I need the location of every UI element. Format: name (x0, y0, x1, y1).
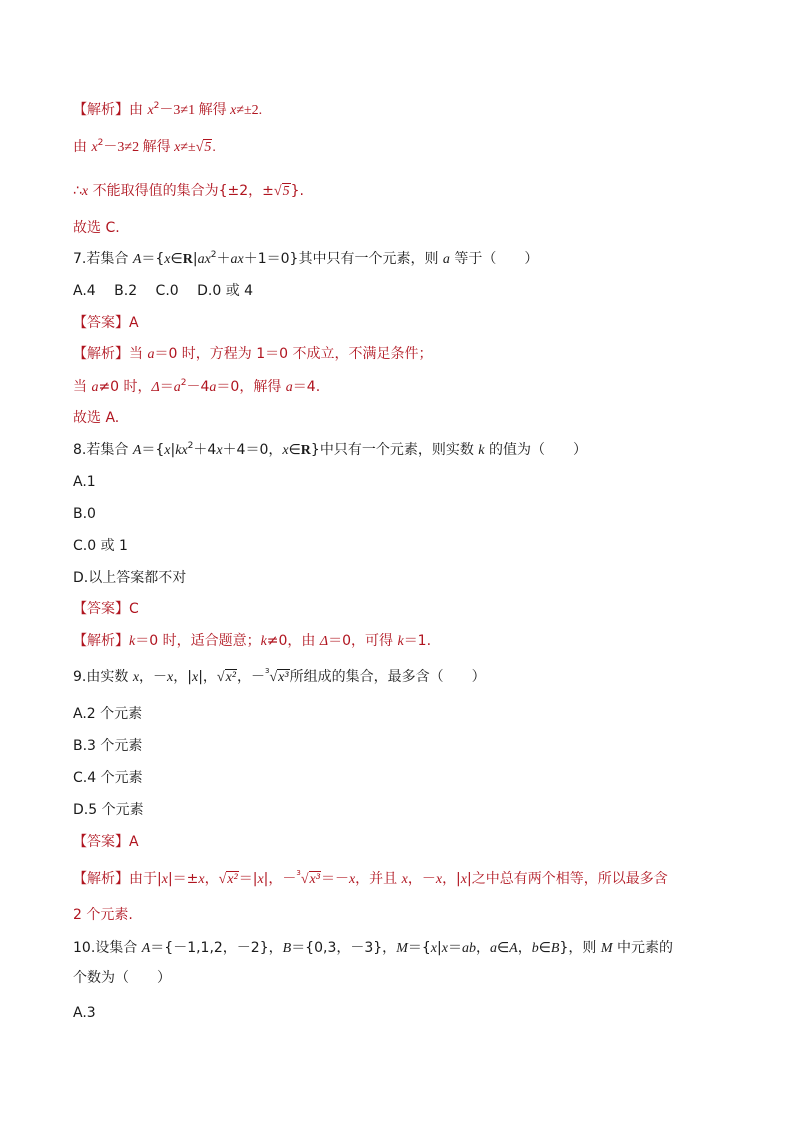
explanation-line: 【解析】由 $x^2-3\ne 1$ 解得 x≠±2. (73, 101, 263, 118)
question-10-option-a: A.3 (73, 1005, 96, 1021)
explanation-line: 由 $x^2-3\ne 2$ 解得 x≠±√5. (73, 138, 216, 155)
answer-line: 【答案】C (73, 601, 139, 617)
answer-line: 【答案】A (73, 834, 139, 850)
question-8-option-a: A.1 (73, 474, 96, 490)
question-8-option-c: C.0 或 1 (73, 538, 128, 554)
question-9: 9.由实数 x，－x，|x|，√x²，－$^3$√x³所组成的集合，最多含（ ） (73, 667, 486, 685)
explanation-line: 当 a≠0 时，$\Delta=a^2-4a=0$，解得 a＝4. (73, 378, 321, 395)
explanation-line: 【解析】当 a＝0 时，方程为 1＝0 不成立，不满足条件； (73, 346, 433, 362)
explanation-line: ∴x 不能取得值的集合为{±2，±√5}. (73, 183, 304, 199)
explanation-conclusion: 故选 A. (73, 410, 120, 426)
question-7-options: A.4 B.2 C.0 D.0 或 4 (73, 283, 254, 299)
question-9-option-a: A.2 个元素 (73, 706, 143, 722)
question-7: 7.若集合 $A=\{x\in R|ax^2+ax+1=0\}$其中只有一个元素，则 a 等于（ ） (73, 250, 539, 267)
question-10-line-2: 个数为（ ） (73, 970, 171, 986)
question-8-option-d: D.以上答案都不对 (73, 570, 187, 586)
question-8-option-b: B.0 (73, 506, 96, 522)
explanation-line: 【解析】k＝0 时，适合题意；k≠0，由 Δ＝0，可得 k＝1. (73, 633, 432, 649)
question-9-option-d: D.5 个元素 (73, 802, 144, 818)
explanation-conclusion: 故选 C. (73, 220, 120, 236)
explanation-line: 【解析】由于|x|＝±x，√x²＝|x|，－$^3$√x³＝－x，并且 x，－x，|x|之中总有两个相等，所以最多含 (73, 869, 668, 887)
question-9-option-c: C.4 个元素 (73, 770, 143, 786)
question-10: 10.设集合 A＝{－1,1,2，－2}，B＝{0,3，－3}，M＝{x|x＝ab，a∈A，b∈B}，则 M 中元素的 (73, 940, 673, 956)
answer-line: 【答案】A (73, 315, 139, 331)
question-9-option-b: B.3 个元素 (73, 738, 143, 754)
explanation-continuation: 2 个元素. (73, 907, 133, 923)
question-8: 8.若集合 $A=\{x|kx^2+4x+4=0$，x∈R}中只有一个元素，则实数 k 的值为（ ） (73, 441, 587, 458)
